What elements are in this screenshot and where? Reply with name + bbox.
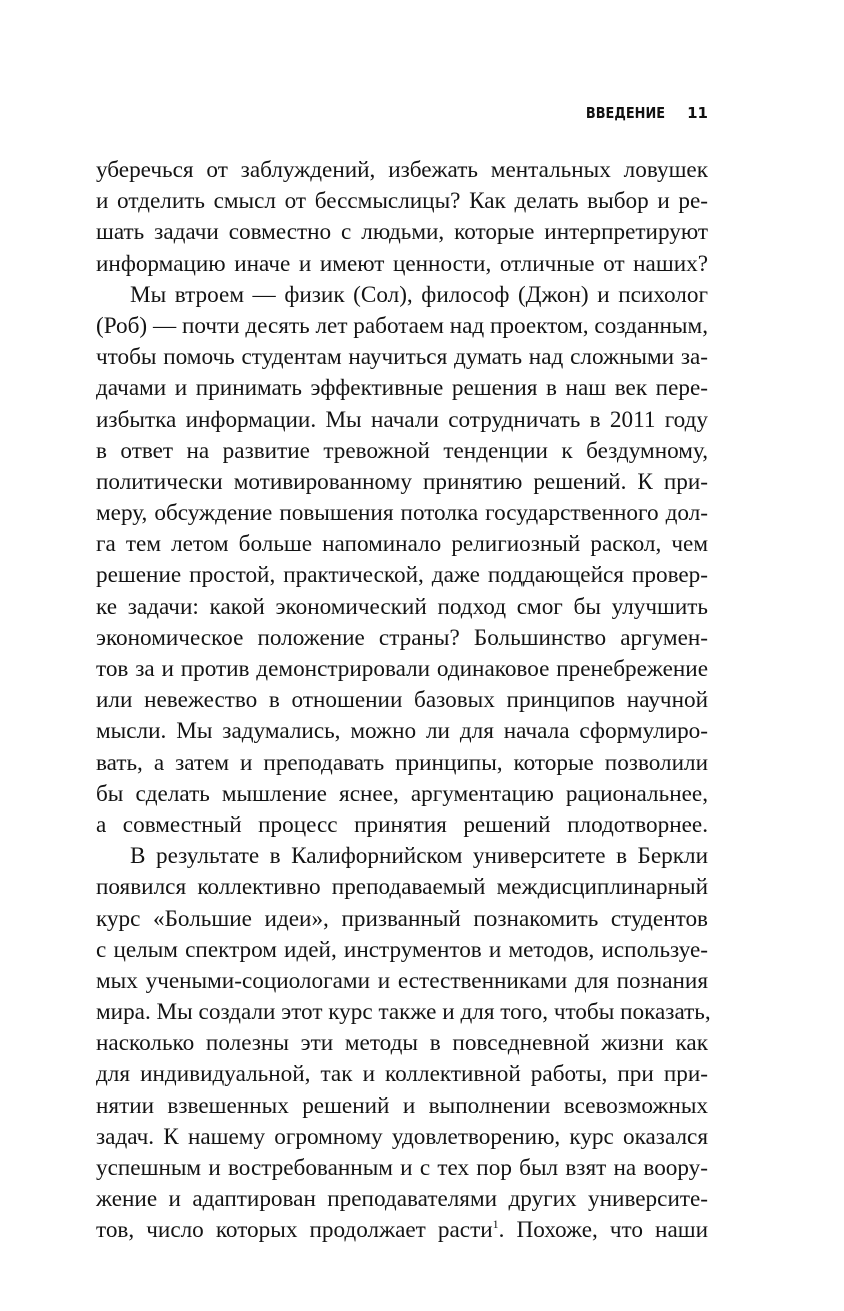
text-segment: . Похоже, что наши: [498, 1217, 708, 1244]
page-number: 11: [687, 104, 708, 122]
text-line: ке задачи: какой экономический подход смог бы улучшить: [96, 593, 708, 620]
text-line: чтобы помочь студентам научиться думать над сложными за-: [96, 344, 708, 371]
text-line: тов за и против демонстрировали одинаковое пренебрежение: [96, 656, 708, 682]
paragraph: [96, 155, 708, 280]
text-line: для индивидуальной, так и коллективной работы, при при-: [96, 1061, 708, 1088]
text-segment: тов, число которых продолжает расти: [96, 1217, 493, 1244]
text-line: успешным и востребованным и с тех пор был взят на воору-: [96, 1155, 708, 1181]
text-line: вать, а затем и преподавать принципы, которые позволили: [96, 749, 708, 776]
text-line: появился коллективно преподаваемый междисциплинарный: [96, 874, 708, 901]
text-line: задач. К нашему огромному удовлетворению, курс оказался: [96, 1123, 708, 1150]
text-line: меру, обсуждение повышения потолка государственного дол-: [96, 500, 708, 527]
paragraph: [96, 841, 711, 1246]
paragraph: [96, 280, 708, 841]
footnote-marker[interactable]: 1: [492, 1217, 499, 1232]
text-line: мых учеными-социологами и естественниками для познания: [96, 967, 708, 994]
text-line: решение простой, практической, даже поддающейся провер-: [96, 562, 708, 589]
text-line: Мы втроем — физик (Сол), философ (Джон) и психолог: [130, 281, 708, 308]
text-line: курс «Большие идеи», призванный познакомить студентов: [96, 905, 708, 932]
text-line: мысли. Мы задумались, можно ли для начала сформулиро-: [96, 718, 708, 745]
text-line: в ответ на развитие тревожной тенденции к бездумному,: [96, 437, 708, 464]
running-header: [96, 100, 708, 126]
text-line: [96, 1215, 708, 1246]
text-line: информацию иначе и имеют ценности, отличные от наших?: [96, 250, 708, 277]
text-line: мира. Мы создали этот курс также и для того, чтобы показать,: [96, 999, 711, 1026]
text-line: избытка информации. Мы начали сотрудничать в 2011 году: [96, 406, 708, 433]
text-line: га тем летом больше напоминало религиозный раскол, чем: [96, 531, 708, 558]
text-line: уберечься от заблуждений, избежать ментальных ловушек: [96, 157, 708, 183]
text-line: дачами и принимать эффективные решения в наш век пере-: [96, 375, 708, 402]
body-text: [96, 155, 711, 1247]
text-line: с целым спектром идей, инструментов и методов, используе-: [96, 936, 708, 963]
text-line: или невежество в отношении базовых принципов научной: [96, 687, 708, 714]
text-line: бы сделать мышление яснее, аргументацию рациональнее,: [96, 780, 708, 807]
text-line: В результате в Калифорнийском университете в Беркли: [130, 843, 708, 870]
text-line: (Роб) — почти десять лет работаем над проектом, созданным,: [96, 312, 708, 339]
text-line: а совместный процесс принятия решений плодотворнее.: [96, 811, 708, 838]
text-line: политически мотивированному принятию решений. К при-: [96, 468, 708, 495]
text-line: насколько полезны эти методы в повседневной жизни как: [96, 1030, 708, 1057]
text-line: и отделить смысл от бессмыслицы? Как делать выбор и ре-: [96, 188, 708, 215]
section-title: ВВЕДЕНИЕ: [585, 104, 666, 122]
text-line: шать задачи совместно с людьми, которые интерпретируют: [96, 219, 708, 246]
text-line: нятии взвешенных решений и выполнении всевозможных: [96, 1092, 708, 1119]
text-line: экономическое положение страны? Большинство аргумен-: [96, 624, 708, 651]
text-line: жение и адаптирован преподавателями других университе-: [96, 1186, 708, 1213]
